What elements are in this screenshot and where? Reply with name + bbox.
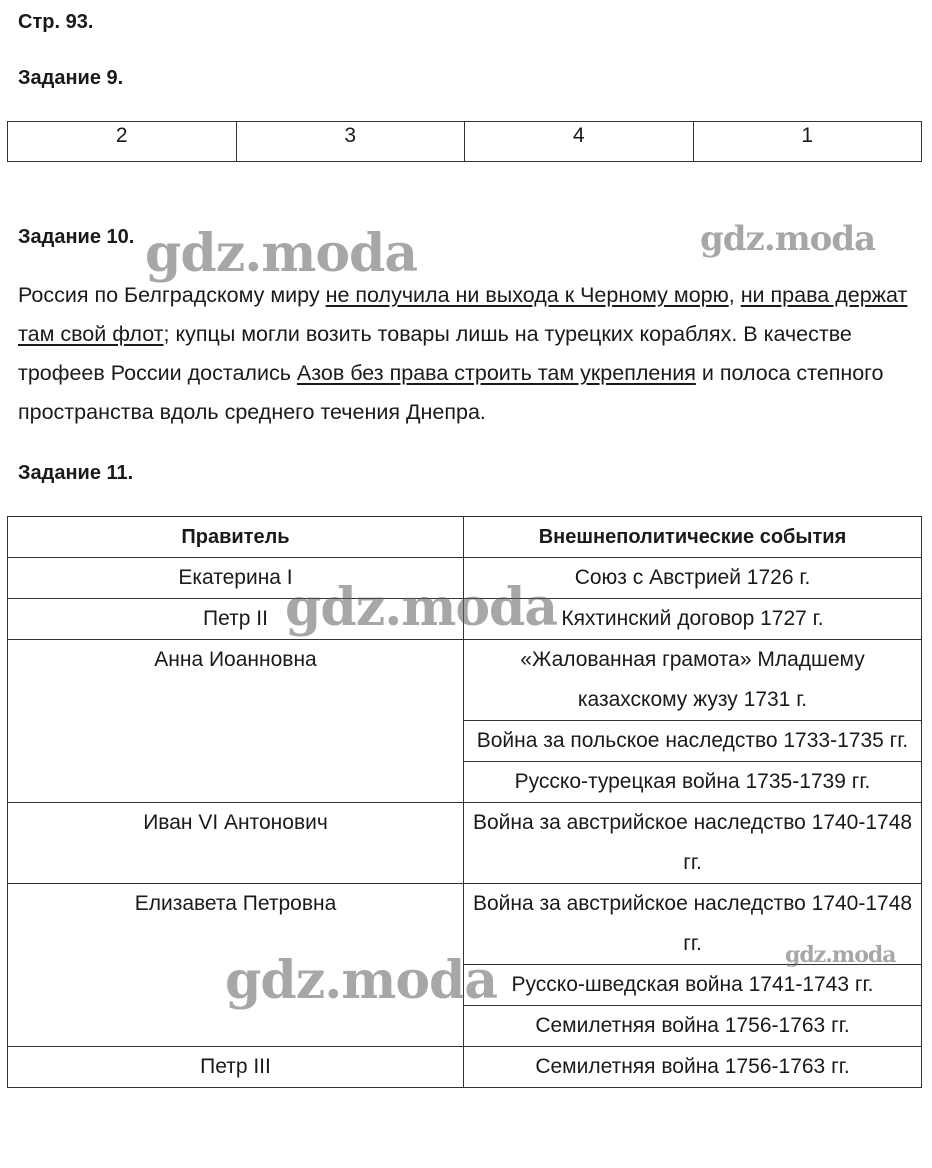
event-cell: Семилетняя война 1756-1763 гг. (464, 1006, 922, 1047)
table-row (8, 803, 922, 884)
event-cell: Русско-турецкая война 1735-1739 гг. (464, 762, 922, 803)
underlined-fact: ни права держат там свой флот (18, 283, 908, 346)
column-header-events: Внешнеполитические события (464, 517, 922, 558)
paragraph-text: , (728, 283, 741, 307)
table-cell: 3 (236, 122, 465, 162)
event-cell: Война за австрийское наследство 1740-1748 гг. (464, 803, 922, 884)
task11-rulers-table (7, 516, 922, 1088)
table-row (8, 599, 922, 640)
event-cell: Война за австрийское наследство 1740-1748 гг. (464, 884, 922, 965)
task11-heading: Задание 11. (18, 462, 134, 484)
ruler-cell: Анна Иоанновна (8, 640, 464, 803)
paragraph-text: и полоса степного пространства вдоль среднего течения Днепра. (18, 361, 884, 424)
watermark: gdz.moda (700, 219, 876, 259)
table-row (8, 884, 922, 965)
column-header-ruler: Правитель (8, 517, 464, 558)
ruler-cell: Иван VI Антонович (8, 803, 464, 884)
event-cell: «Жалованная грамота» Младшему казахскому жузу 1731 г. (464, 640, 922, 721)
watermark: gdz.moda (145, 223, 418, 284)
ruler-cell: Екатерина I (8, 558, 464, 599)
event-cell: Семилетняя война 1756-1763 гг. (464, 1047, 922, 1088)
paragraph-text: ; купцы могли возить товары лишь на турецких кораблях. В качестве трофеев России достались (18, 322, 852, 385)
event-cell: Кяхтинский договор 1727 г. (464, 599, 922, 640)
ruler-cell: Петр III (8, 1047, 464, 1088)
watermark: gdz.moda (225, 950, 498, 1011)
table-row (8, 122, 922, 162)
watermark: gdz.moda (285, 577, 558, 638)
ruler-cell: Елизавета Петровна (8, 884, 464, 1047)
table-cell: 1 (693, 122, 922, 162)
table-header-row (8, 517, 922, 558)
table-row (8, 640, 922, 721)
underlined-fact: Азов без права строить там укрепления (296, 361, 696, 385)
page-label: Стр. 93. (18, 11, 94, 33)
task9-answer-table (7, 121, 922, 162)
underlined-fact: не получила ни выхода к Черному морю (325, 283, 729, 307)
watermark: gdz.moda (785, 942, 896, 968)
task9-heading: Задание 9. (18, 67, 124, 89)
ruler-cell: Петр II (8, 599, 464, 640)
table-row (8, 558, 922, 599)
event-cell: Русско-шведская война 1741-1743 гг. (464, 965, 922, 1006)
table-cell: 2 (8, 122, 237, 162)
task10-heading: Задание 10. (18, 226, 135, 248)
paragraph-text: Россия по Белградскому миру (18, 283, 326, 307)
task10-paragraph (18, 276, 918, 432)
table-cell: 4 (465, 122, 694, 162)
table-row (8, 1047, 922, 1088)
event-cell: Война за польское наследство 1733-1735 гг. (464, 721, 922, 762)
event-cell: Союз с Австрией 1726 г. (464, 558, 922, 599)
